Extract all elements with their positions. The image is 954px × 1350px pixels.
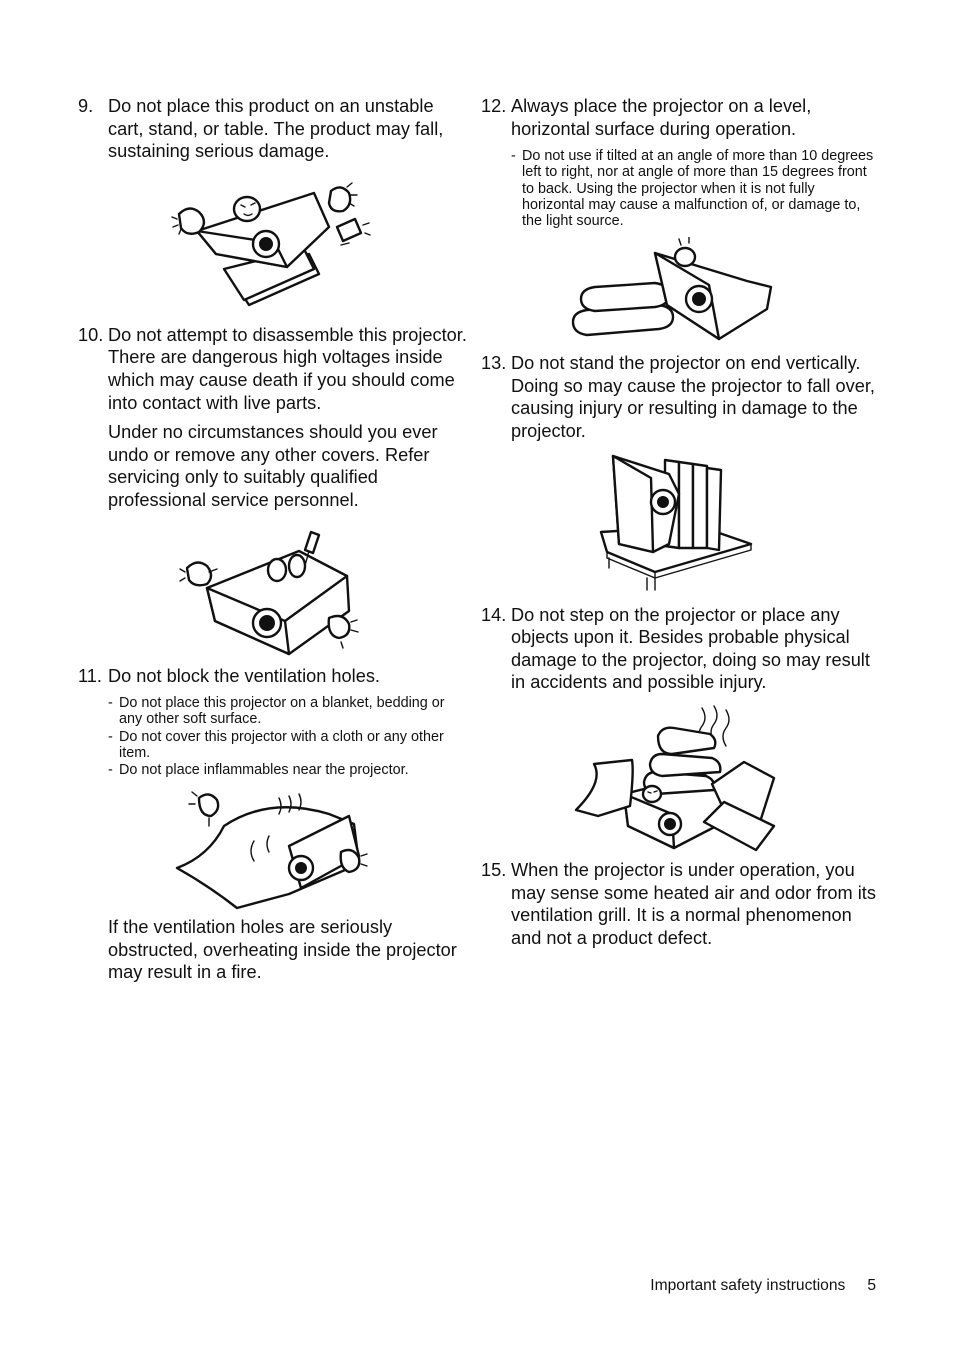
safety-item-14 xyxy=(481,604,876,694)
disassembly-warning-icon xyxy=(179,526,369,656)
page-number: 5 xyxy=(867,1277,876,1294)
item-text: Do not block the ventilation holes. xyxy=(108,665,380,686)
item-note: If the ventilation holes are seriously obstructed, overheating inside the projector may result in a fire. xyxy=(108,917,457,983)
item-number: 14. xyxy=(481,604,507,625)
list-item: - Do not use if tilted at an angle of more than 10 degrees left to right, nor at angle of more than 15 degrees front to back. Using the projector when it is not fully horizontal may cause a malfunction of, or damage to, the light source. xyxy=(511,148,874,229)
safety-item-11 xyxy=(78,665,470,688)
item-number: 12. xyxy=(481,96,507,116)
item-number: 11. xyxy=(78,665,102,686)
right-column xyxy=(481,95,876,949)
list-item: - Do not cover this projector with a cloth or any other item. xyxy=(108,728,444,761)
covered-projector-icon xyxy=(169,786,379,910)
falling-projector-icon xyxy=(169,179,379,314)
safety-item-15 xyxy=(481,859,876,949)
item-number: 15. xyxy=(481,859,507,880)
page-footer xyxy=(650,1276,876,1296)
item-text: When the projector is under operation, you may sense some heated air and odor from its ventilation grill. It is a normal phenomenon and not a product defect. xyxy=(511,859,876,948)
item-number: 10. xyxy=(78,324,104,345)
left-column xyxy=(78,95,470,984)
safety-item-9 xyxy=(78,95,470,163)
item-note: Under no circumstances should you ever undo or remove any other covers. Refer servicing only to suitably qualified professional service personnel. xyxy=(108,422,438,510)
item-text: Do not step on the projector or place any objects upon it. Besides probable physical damage to the projector, doing so may result in accidents and possible injury. xyxy=(511,604,870,693)
list-item: - Do not place this projector on a blanket, bedding or any other soft surface. xyxy=(108,695,445,728)
item-text: Do not stand the projector on end vertically. Doing so may cause the projector to fall over, causing injury or resulting in damage to the projector. xyxy=(511,353,875,441)
safety-item-13 xyxy=(481,352,876,442)
item-number: 9. xyxy=(78,96,94,116)
tilted-projector-icon xyxy=(571,237,786,342)
item-text: Do not place this product on an unstable cart, stand, or table. The product may fall, sustaining serious damage. xyxy=(108,96,444,162)
item-text: Always place the projector on a level, horizontal surface during operation. xyxy=(511,96,812,139)
footer-section-title: Important safety instructions xyxy=(650,1277,846,1294)
stacked-objects-projector-icon xyxy=(574,702,784,852)
item-text: Do not attempt to disassemble this projector. There are dangerous high voltages inside which may cause death if you should come into contact with live parts. xyxy=(108,324,467,413)
list-item: - Do not place inflammables near the projector. xyxy=(108,761,409,778)
safety-item-10 xyxy=(78,324,470,414)
tilt-bullet-list xyxy=(481,148,876,229)
item-number: 13. xyxy=(481,353,507,374)
safety-item-12 xyxy=(481,95,876,140)
ventilation-bullet-list xyxy=(78,695,470,778)
vertical-projector-icon xyxy=(599,454,759,592)
